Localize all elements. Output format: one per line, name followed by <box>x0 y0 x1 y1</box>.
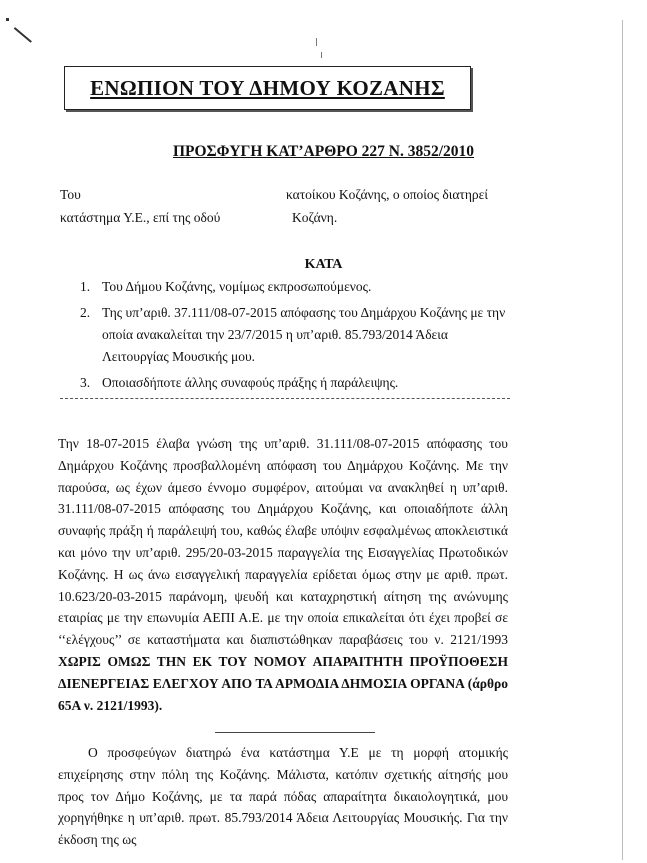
paragraph-1 <box>58 433 508 716</box>
list-item-number: 1. <box>80 279 91 294</box>
scan-mark <box>14 27 32 42</box>
list-item <box>74 302 514 368</box>
scan-mark <box>6 18 9 21</box>
against-list <box>74 276 514 398</box>
against-heading: ΚΑΤΑ <box>304 257 343 272</box>
list-item-number: 2. <box>80 305 91 320</box>
applicant-line2-left: κατάστημα Υ.Ε., επί της οδού <box>60 210 221 225</box>
document-subtitle: ΠΡΟΣΦΥΓΗ ΚΑΤ’ΑΡΘΡΟ 227 Ν. 3852/2010 <box>172 143 475 160</box>
scan-mark <box>316 38 317 46</box>
document-title: ΕΝΩΠΙΟΝ ΤΟΥ ΔΗΜΟΥ ΚΟΖΑΝΗΣ <box>90 75 445 100</box>
list-item <box>74 372 514 394</box>
short-separator <box>215 732 375 733</box>
list-item-text: Οποιασδήποτε άλλης συναφούς πράξης ή παράλειψης. <box>102 375 399 390</box>
paragraph-1-text: Την 18-07-2015 έλαβα γνώση της υπ’αριθ. 31.111/08-07-2015 απόφασης του Δημάρχου Κοζάνης προσβαλλομένη απόφαση του Δημάρχου Κοζάνης. Με την παρούσα, ως έχων άμεσο έννομο συμφέρον, αιτούμαι να ανακληθεί η υπ’αριθ. 31.111/08-07-2015 απόφασης του Δημάρχου Κοζάνης, και οποιαδήποτε άλλη συναφής πράξη ή παράλειψή του, καθώς έλαβε υπόψιν εσφαλμένως αποκλειστικά και μόνο την υπ’αριθ. 295/20-03-2015 παραγγελία της Εισαγγελίας Πρωτοδικών Κοζάνης. Η ως άνω εισαγγελική παραγγελία ερίδεται όμως στην με αριθ. πρωτ. 10.623/20-03-2015 παράνομη, ψευδή και καταχρηστική αίτηση της ανώνυμης εταιρίας με την επωνυμία ΑΕΠΙ Α.Ε. με την οποία επικαλείται ότι έχει προβεί σε ‘‘ελέγχους’’ σε καταστήματα και διαπιστώθηκαν παραβάσεις του ν. 2121/1993 <box>58 436 508 648</box>
applicant-line1-left: Του <box>60 187 81 202</box>
list-item-text: Του Δήμου Κοζάνης, νομίμως εκπροσωπούμενος. <box>102 279 372 294</box>
list-item-number: 3. <box>80 375 91 390</box>
dashed-separator <box>60 398 510 399</box>
applicant-line2-right: Κοζάνη. <box>292 210 338 225</box>
title-box <box>64 66 471 110</box>
scan-mark <box>321 52 322 58</box>
applicant-line1-right: κατοίκου Κοζάνης, ο οποίος διατηρεί <box>286 187 488 202</box>
paragraph-2: Ο προσφεύγων διατηρώ ένα κατάστημα Υ.Ε με τη μορφή ατομικής επιχείρησης στην πόλη της Κοζάνης. Μάλιστα, κατόπιν σχετικής αίτησής μου προς τον Δήμο Κοζάνης, με τα παρά πόδας απαραίτητα δικαιολογητικά, μου χορηγήθηκε η υπ’αριθ. πρωτ. 85.793/2014 Άδεια Λειτουργίας Μουσικής. Για την έκδοση της ως <box>58 745 508 848</box>
list-item-text: Της υπ’αριθ. 37.111/08-07-2015 απόφασης του Δημάρχου Κοζάνης με την οποία ανακαλείται την 23/7/2015 η υπ’αριθ. 85.793/2014 Άδεια Λειτουργίας Μουσικής μου. <box>102 305 506 364</box>
list-item <box>74 276 514 298</box>
paragraph-1-emphasis: ΧΩΡΙΣ ΟΜΩΣ ΤΗΝ ΕΚ ΤΟΥ ΝΟΜΟΥ ΑΠΑΡΑΙΤΗΤΗ ΠΡΟΫΠΟΘΕΣΗ ΔΙΕΝΕΡΓΕΙΑΣ ΕΛΕΓΧΟΥ ΑΠΟ ΤΑ ΑΡΜΟΔΙΑ ΔΗΜΟΣΙΑ ΟΡΓΑΝΑ (άρθρο 65Α ν. 2121/1993). <box>58 653 508 713</box>
